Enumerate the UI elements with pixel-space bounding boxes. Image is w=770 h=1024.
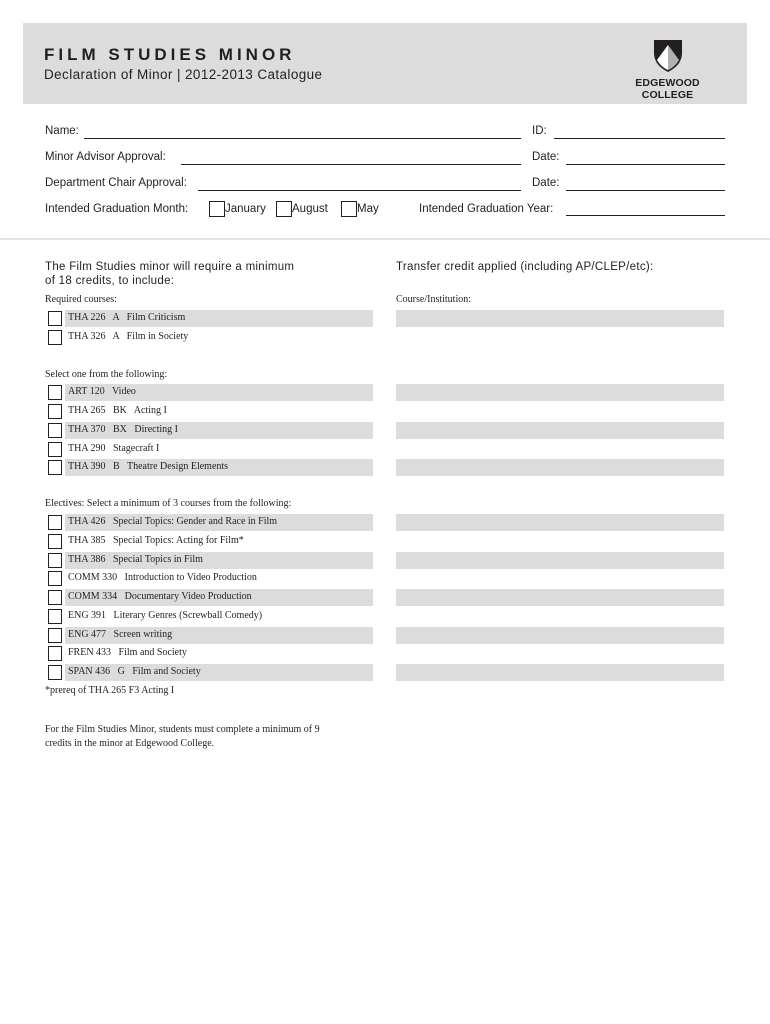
course-checkbox[interactable] <box>48 609 62 624</box>
course-label: COMM 334 Documentary Video Production <box>68 591 252 602</box>
prereq-note: *prereq of THA 265 F3 Acting I <box>45 685 175 696</box>
course-checkbox[interactable] <box>48 442 62 457</box>
required-courses-label: Required courses: <box>45 294 117 305</box>
id-label: ID: <box>532 125 547 137</box>
transfer-entry-field[interactable] <box>396 384 724 401</box>
course-checkbox[interactable] <box>48 534 62 549</box>
advisor-date-label: Date: <box>532 151 560 163</box>
course-label: ART 120 Video <box>68 386 136 397</box>
course-label: THA 265 BK Acting I <box>68 405 167 416</box>
select-one-label: Select one from the following: <box>45 369 168 380</box>
course-row <box>45 459 373 476</box>
course-checkbox[interactable] <box>48 665 62 680</box>
course-label: THA 226 A Film Criticism <box>68 312 186 323</box>
course-row <box>45 552 373 569</box>
intro-line-1: The Film Studies minor will require a minimum <box>45 261 295 273</box>
course-checkbox[interactable] <box>48 515 62 530</box>
course-row <box>45 310 373 327</box>
logo-wordmark: EDGEWOOD COLLEGE <box>635 77 700 101</box>
course-label: FREN 433 Film and Society <box>68 647 187 658</box>
course-label: SPAN 436 G Film and Society <box>68 666 201 677</box>
page-title: FILM STUDIES MINOR <box>44 45 296 64</box>
college-logo <box>610 39 725 101</box>
chair-field[interactable] <box>198 190 521 191</box>
course-checkbox[interactable] <box>48 646 62 661</box>
transfer-entry-field[interactable] <box>396 422 724 439</box>
page-subtitle: Declaration of Minor | 2012-2013 Catalogue <box>44 67 323 82</box>
course-row <box>45 533 373 550</box>
course-label: THA 426 Special Topics: Gender and Race in Film <box>68 516 278 527</box>
month-label: August <box>292 203 328 216</box>
course-row <box>45 329 373 346</box>
course-row <box>45 570 373 587</box>
footer-note <box>45 723 320 751</box>
section-divider <box>0 238 770 240</box>
course-row <box>45 514 373 531</box>
course-row <box>45 608 373 625</box>
footer-line-2: credits in the minor at Edgewood College. <box>45 738 215 749</box>
course-row <box>45 589 373 606</box>
transfer-entry-field[interactable] <box>396 310 724 327</box>
month-option-august[interactable] <box>276 201 328 217</box>
transfer-entry-field[interactable] <box>396 514 724 531</box>
course-row <box>45 645 373 662</box>
course-checkbox[interactable] <box>48 590 62 605</box>
chair-label: Department Chair Approval: <box>45 177 187 189</box>
shield-icon <box>652 39 684 73</box>
requirements-intro <box>45 260 294 288</box>
course-checkbox[interactable] <box>48 385 62 400</box>
month-option-january[interactable] <box>209 201 266 217</box>
course-checkbox[interactable] <box>48 311 62 326</box>
chair-date-label: Date: <box>532 177 560 189</box>
month-option-may[interactable] <box>341 201 379 217</box>
name-label: Name: <box>45 125 79 137</box>
advisor-date-field[interactable] <box>566 164 725 165</box>
course-checkbox[interactable] <box>48 628 62 643</box>
transfer-entry-field[interactable] <box>396 664 724 681</box>
name-field[interactable] <box>84 138 521 139</box>
course-label: THA 326 A Film in Society <box>68 331 189 342</box>
header-band <box>23 23 747 104</box>
course-label: THA 390 B Theatre Design Elements <box>68 461 229 472</box>
grad-year-field[interactable] <box>566 215 725 216</box>
electives-label: Electives: Select a minimum of 3 courses from the following: <box>45 498 292 509</box>
course-label: ENG 391 Literary Genres (Screwball Comedy) <box>68 610 263 621</box>
grad-year-label: Intended Graduation Year: <box>419 203 554 215</box>
month-label: May <box>357 203 379 216</box>
intro-line-2: of 18 credits, to include: <box>45 275 175 287</box>
transfer-entry-field[interactable] <box>396 459 724 476</box>
course-label: THA 370 BX Directing I <box>68 424 178 435</box>
transfer-entry-field[interactable] <box>396 552 724 569</box>
checkbox[interactable] <box>209 201 225 217</box>
course-row <box>45 441 373 458</box>
checkbox[interactable] <box>341 201 357 217</box>
course-row <box>45 384 373 401</box>
course-checkbox[interactable] <box>48 571 62 586</box>
course-row <box>45 664 373 681</box>
grad-month-label: Intended Graduation Month: <box>45 203 189 215</box>
month-label: January <box>225 203 266 216</box>
course-checkbox[interactable] <box>48 330 62 345</box>
advisor-field[interactable] <box>181 164 521 165</box>
chair-date-field[interactable] <box>566 190 725 191</box>
course-label: THA 385 Special Topics: Acting for Film* <box>68 535 244 546</box>
course-label: ENG 477 Screen writing <box>68 629 173 640</box>
id-field[interactable] <box>554 138 725 139</box>
course-row <box>45 627 373 644</box>
course-row <box>45 403 373 420</box>
checkbox[interactable] <box>276 201 292 217</box>
course-checkbox[interactable] <box>48 460 62 475</box>
transfer-entry-field[interactable] <box>396 589 724 606</box>
transfer-heading: Transfer credit applied (including AP/CLEP/etc): <box>396 261 654 273</box>
course-row <box>45 422 373 439</box>
course-label: COMM 330 Introduction to Video Production <box>68 572 257 583</box>
course-checkbox[interactable] <box>48 423 62 438</box>
course-label: THA 290 Stagecraft I <box>68 443 160 454</box>
transfer-entry-field[interactable] <box>396 627 724 644</box>
course-checkbox[interactable] <box>48 404 62 419</box>
advisor-label: Minor Advisor Approval: <box>45 151 166 163</box>
course-label: THA 386 Special Topics in Film <box>68 554 203 565</box>
course-institution-label: Course/Institution: <box>396 294 471 305</box>
footer-line-1: For the Film Studies Minor, students must complete a minimum of 9 <box>45 724 320 735</box>
course-checkbox[interactable] <box>48 553 62 568</box>
